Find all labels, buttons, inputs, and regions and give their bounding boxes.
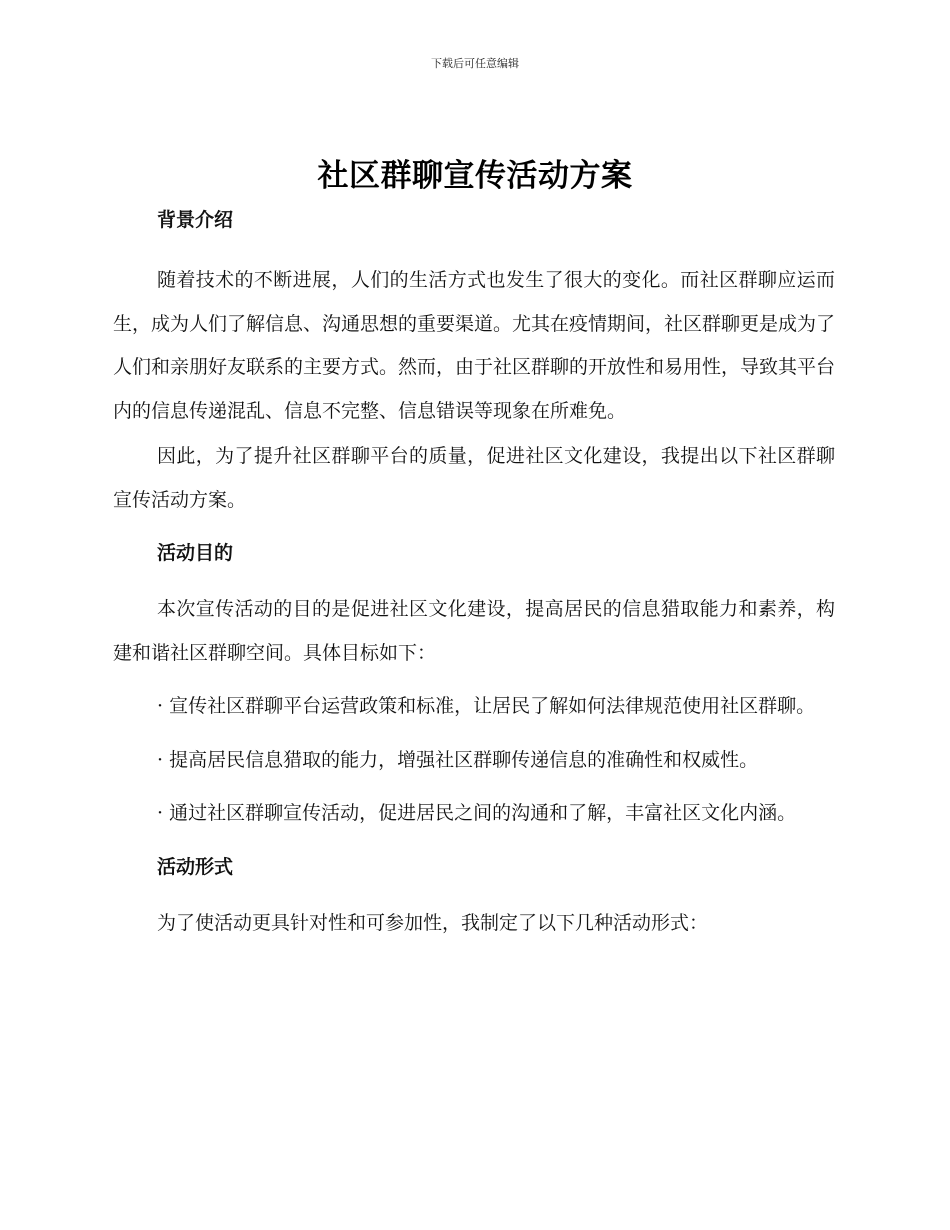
header-note: 下载后可任意编辑 (431, 57, 519, 70)
section-heading-purpose: 活动目的 (157, 542, 234, 564)
section-heading-format: 活动形式 (157, 855, 234, 878)
paragraph-format-1: 为了使活动更具针对性和可参加性，我制定了以下几种活动形式： (157, 911, 709, 934)
paragraph-background-1: 随着技术的不断进展，人们的生活方式也发生了很大的变化。而社区群聊应运而生，成为人们了解信息、沟通思想的重要渠道。尤其在疫情期间，社区群聊更是成为了人们和亲朋好友联系的主要方式。然而，由于社区群聊的开放性和易用性，导致其平台内的信息传递混乱、信息不完整、信息错误等现象在所难免。 (113, 269, 836, 422)
paragraph-background-2: 因此，为了提升社区群聊平台的质量，促进社区文化建设，我提出以下社区群聊宣传活动方案。 (113, 445, 835, 511)
bullet-item-3: · 通过社区群聊宣传活动，促进居民之间的沟通和了解，丰富社区文化内涵。 (157, 802, 797, 824)
paragraph-purpose-1: 本次宣传活动的目的是促进社区文化建设，提高居民的信息猎取能力和素养，构建和谐社区群聊空间。具体目标如下： (113, 598, 835, 664)
document-body (113, 204, 835, 945)
section-heading-background: 背景介绍 (157, 209, 234, 231)
bullet-item-2: · 提高居民信息猎取的能力，增强社区群聊传递信息的准确性和权威性。 (157, 748, 759, 771)
document-title: 社区群聊宣传活动方案 (317, 158, 633, 194)
bullet-item-1: · 宣传社区群聊平台运营政策和标准，让居民了解如何法律规范使用社区群聊。 (157, 695, 816, 717)
